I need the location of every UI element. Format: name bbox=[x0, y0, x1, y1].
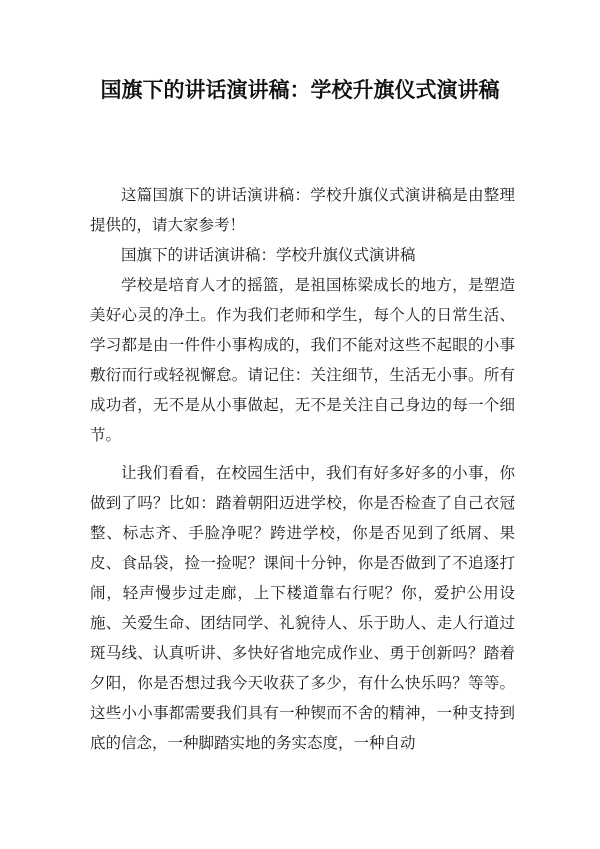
document-subtitle: 国旗下的讲话演讲稿：学校升旗仪式演讲稿 bbox=[121, 246, 416, 264]
intro-paragraph: 这篇国旗下的讲话演讲稿：学校升旗仪式演讲稿是由整理提供的，请大家参考！ bbox=[90, 186, 515, 234]
body-paragraph: 学校是培育人才的摇篮，是祖国栋梁成长的地方，是塑造美好心灵的净土。作为我们老师和学生，每个人的日常生活、学习都是由一件件小事构成的，我们不能对这些不起眼的小事敷衍而行或轻视懈怠。请记住：关注细节，生活无小事。所有成功者，无不是从小事做起，无不是关注自己身边的每一个细节。 bbox=[90, 276, 515, 444]
document-body bbox=[90, 180, 515, 758]
body-paragraph: 让我们看看，在校园生活中，我们有好多好多的小事，你做到了吗？比如：踏着朝阳迈进学校，你是否检查了自己衣冠整、标志齐、手脸净呢？跨进学校，你是否见到了纸屑、果皮、食品袋，捡一捡呢？课间十分钟，你是否做到了不追逐打闹，轻声慢步过走廊，上下楼道靠右行呢？你，爱护公用设施、关爱生命、团结同学、礼貌待人、乐于助人、走人行道过斑马线、认真听讲、多快好省地完成作业、勇于创新吗？踏着夕阳，你是否想过我今天收获了多少，有什么快乐吗？等等。这些小小事都需要我们具有一种锲而不舍的精神，一种支持到底的信念，一种脚踏实地的务实态度，一种自动 bbox=[90, 464, 515, 752]
document-title: 国旗下的讲话演讲稿：学校升旗仪式演讲稿 bbox=[100, 78, 500, 102]
